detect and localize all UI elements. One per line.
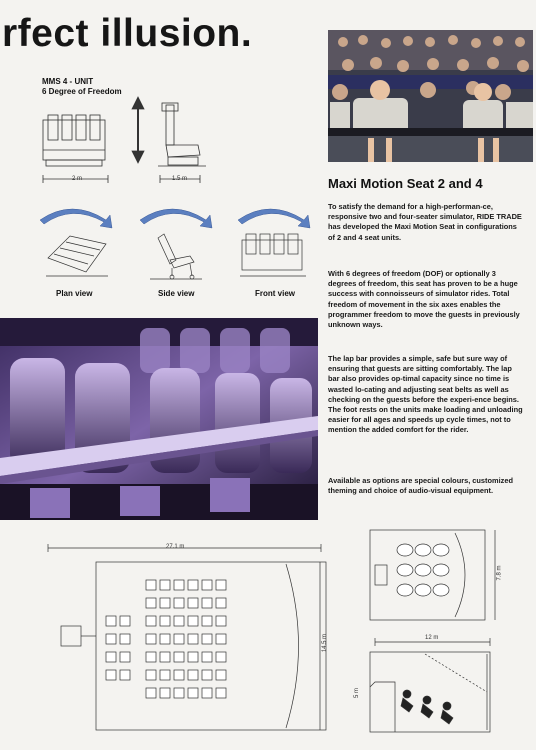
paragraph-3: The lap bar provides a simple, safe but sure way of ensuring that guests are sitting comfortably. The lap bar also provides op-timal capacity since no time is wasted lo-cating and adjusting seat belts as well as checking on the guests before the experi-ence begins. The foot rests on the units make loading and unloading easier for all ages and speeds up cycle times, not to mention the added comfort for the rider. [328, 354, 523, 435]
paragraph-2: With 6 degrees of freedom (DOF) or optionally 3 degrees of freedom, this seat has proven to be a huge success with connoisseurs of simulator rides. Total freedom of movement in the six axes enables the programmer freedom to move the guests in previously unknown ways. [328, 269, 520, 330]
seat-unit-drawing [38, 95, 218, 195]
unit-dof: 6 Degree of Freedom [42, 87, 122, 96]
section-title: Maxi Motion Seat 2 and 4 [328, 176, 483, 191]
plan-width-dim: 27.1 m [166, 544, 185, 550]
small-height-dim: 7.8 m [496, 565, 503, 581]
plan-height-dim: 14.5 m [322, 633, 329, 653]
front-view-caption: Front view [255, 289, 296, 298]
audience-photo [328, 30, 533, 162]
small-width-dim: 12 m [425, 635, 439, 641]
small-section-drawing [365, 632, 530, 742]
paragraph-1: To satisfy the demand for a high-performan-ce, responsive two and four-seater simulator, RIDE TRADE has developed the Maxi Motion Seat in configurations of 2 and 4 seat units. [328, 202, 522, 242]
floor-plan-drawing [36, 540, 331, 740]
small-plan-drawing [365, 525, 530, 630]
unit-label [42, 77, 122, 97]
seats-photo [0, 318, 318, 520]
paragraph-4: Available as options are special colours, customized theming and choice of audio-visual equipment. [328, 476, 513, 496]
dim-right: 1.5 m [172, 176, 188, 182]
views-drawing [30, 198, 320, 283]
side-view-caption: Side view [158, 289, 195, 298]
unit-name: MMS 4 - UNIT [42, 77, 94, 86]
page-headline: rfect illusion. [2, 12, 253, 55]
plan-view-caption: Plan view [56, 289, 93, 298]
dim-left: 2 m [72, 176, 83, 182]
small-depth-dim: 5 m [354, 687, 361, 699]
